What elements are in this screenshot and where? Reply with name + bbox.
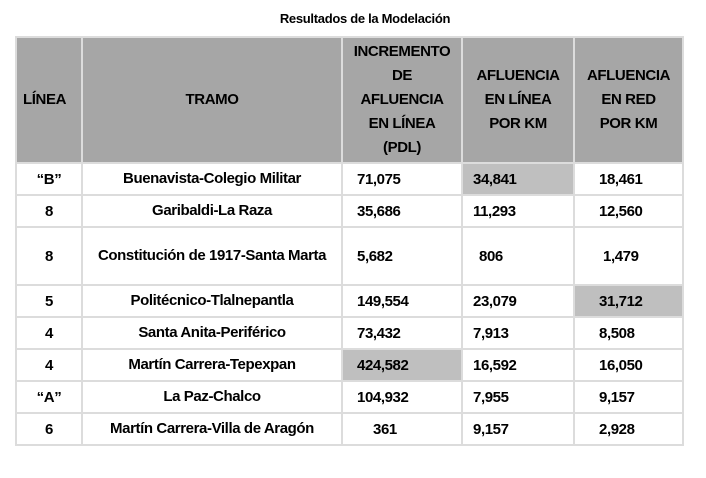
cell-incremento: 71,075: [342, 163, 462, 195]
header-incremento-line: (PDL): [383, 139, 421, 156]
header-afluencia-red: [574, 37, 683, 163]
cell-linea: 8: [16, 227, 82, 285]
cell-afluencia-red: 1,479: [574, 227, 683, 285]
cell-linea: 6: [16, 413, 82, 445]
cell-incremento: 104,932: [342, 381, 462, 413]
table-row: [16, 349, 683, 381]
header-row: [16, 37, 683, 163]
cell-tramo: La Paz-Chalco: [82, 381, 342, 413]
cell-afluencia-linea: 7,913: [462, 317, 574, 349]
table-row: [16, 163, 683, 195]
cell-afluencia-red: 18,461: [574, 163, 683, 195]
cell-afluencia-red: 8,508: [574, 317, 683, 349]
header-afluencia-red-line: POR KM: [599, 115, 658, 132]
header-incremento-line: INCREMENTO: [353, 43, 451, 60]
cell-incremento: 73,432: [342, 317, 462, 349]
table-row: [16, 413, 683, 445]
table-caption: Resultados de la Modelación: [279, 11, 451, 26]
header-incremento-line: DE: [391, 67, 413, 84]
cell-tramo: Constitución de 1917-Santa Marta: [82, 227, 342, 285]
header-incremento-line: EN LÍNEA: [368, 115, 436, 132]
table-row: [16, 227, 683, 285]
cell-incremento: 35,686: [342, 195, 462, 227]
cell-afluencia-linea: 9,157: [462, 413, 574, 445]
header-afluencia-linea: [462, 37, 574, 163]
header-linea: LÍNEA: [16, 37, 82, 163]
cell-linea: 4: [16, 349, 82, 381]
table-row: [16, 195, 683, 227]
cell-incremento: 149,554: [342, 285, 462, 317]
cell-linea: 8: [16, 195, 82, 227]
header-afluencia-red-line: AFLUENCIA: [586, 67, 671, 84]
header-afluencia-linea-line: POR KM: [489, 115, 547, 132]
cell-tramo: Politécnico-Tlalnepantla: [82, 285, 342, 317]
cell-afluencia-linea: 23,079: [462, 285, 574, 317]
cell-tramo: Martín Carrera-Villa de Aragón: [82, 413, 342, 445]
table-row: [16, 285, 683, 317]
table-row: [16, 381, 683, 413]
cell-tramo: Santa Anita-Periférico: [82, 317, 342, 349]
header-afluencia-linea-line: EN LÍNEA: [484, 91, 552, 108]
cell-afluencia-linea: 34,841: [462, 163, 574, 195]
cell-linea: 4: [16, 317, 82, 349]
cell-afluencia-red: 12,560: [574, 195, 683, 227]
cell-afluencia-red: 16,050: [574, 349, 683, 381]
cell-afluencia-linea: 7,955: [462, 381, 574, 413]
cell-afluencia-linea: 11,293: [462, 195, 574, 227]
cell-linea: “B”: [16, 163, 82, 195]
cell-incremento: 424,582: [342, 349, 462, 381]
cell-afluencia-red: 31,712: [574, 285, 683, 317]
cell-tramo: Garibaldi-La Raza: [82, 195, 342, 227]
cell-afluencia-linea: 16,592: [462, 349, 574, 381]
header-afluencia-linea-line: AFLUENCIA: [476, 67, 560, 84]
header-tramo: TRAMO: [82, 37, 342, 163]
header-incremento: [342, 37, 462, 163]
cell-linea: “A”: [16, 381, 82, 413]
cell-afluencia-red: 9,157: [574, 381, 683, 413]
cell-tramo: Martín Carrera-Tepexpan: [82, 349, 342, 381]
header-afluencia-red-line: EN RED: [601, 91, 656, 108]
cell-afluencia-linea: 806: [462, 227, 574, 285]
header-incremento-line: AFLUENCIA: [360, 91, 444, 108]
table-row: [16, 317, 683, 349]
cell-incremento: 5,682: [342, 227, 462, 285]
cell-tramo: Buenavista-Colegio Militar: [82, 163, 342, 195]
cell-linea: 5: [16, 285, 82, 317]
results-table: [15, 36, 684, 446]
cell-incremento: 361: [342, 413, 462, 445]
cell-afluencia-red: 2,928: [574, 413, 683, 445]
